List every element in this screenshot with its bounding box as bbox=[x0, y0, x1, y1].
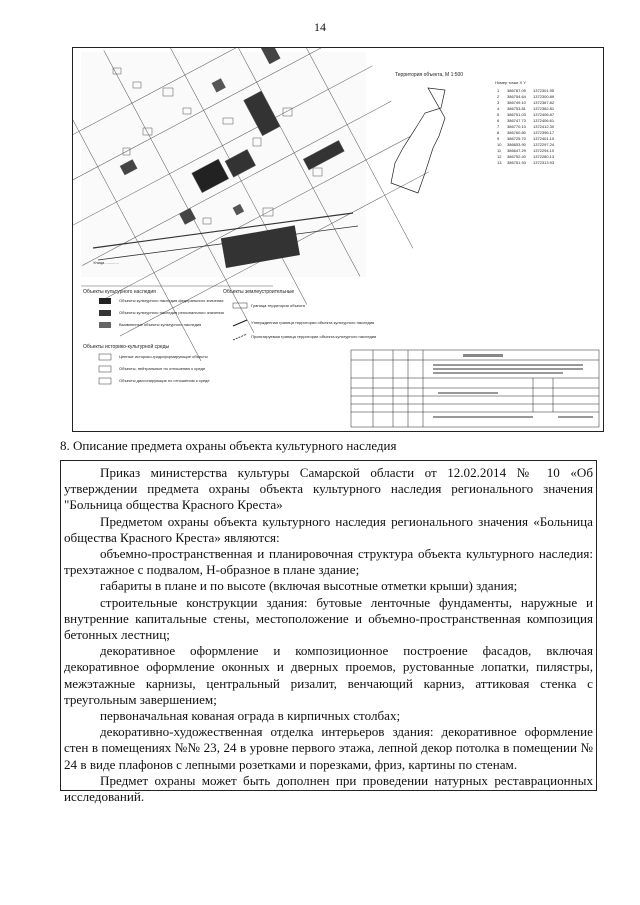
coord-number: 2 bbox=[497, 94, 500, 99]
site-plan-drawing bbox=[73, 48, 603, 431]
svg-text:Объекты, нейтральные по отноше: Объекты, нейтральные по отношению к среде bbox=[119, 366, 206, 371]
section-title: 8. Описание предмета охраны объекта культурного наследия bbox=[60, 438, 397, 453]
coord-x: 386749.10 bbox=[507, 100, 526, 105]
coord-x: 386747.73 bbox=[507, 118, 526, 123]
coord-number: 9 bbox=[497, 136, 500, 141]
coord-number: 4 bbox=[497, 106, 500, 111]
paragraph-supplement: Предмет охраны может быть дополнен при проведении натурных реставрационных исследований. bbox=[64, 772, 593, 805]
svg-text:Объекты культурного наследия ф: Объекты культурного наследия федерального значения bbox=[119, 298, 224, 303]
svg-text:Ценные историко-градоформирующ: Ценные историко-градоформирующие объекты bbox=[119, 354, 208, 359]
coord-x: 386753.81 bbox=[507, 106, 526, 111]
paragraph-subject-intro: Предметом охраны объекта культурного наследия регионального значения «Больница общества Красного Креста» являются: bbox=[64, 513, 593, 545]
coord-x: 386725.70 bbox=[507, 136, 526, 141]
map-figure bbox=[72, 47, 604, 432]
coord-x: 386751.03 bbox=[507, 112, 526, 117]
coordinates-table bbox=[495, 80, 555, 165]
svg-text:Утвержденная граница территори: Утвержденная граница территории объекта культурного наследия bbox=[251, 320, 375, 325]
coord-number: 13 bbox=[497, 160, 502, 165]
svg-text:Объекты культурного наследия р: Объекты культурного наследия регионального значения bbox=[119, 310, 224, 315]
svg-text:Объекты землеустроительные: Объекты землеустроительные bbox=[223, 289, 295, 295]
coord-y: 1372280.13 bbox=[533, 154, 555, 159]
coord-x: 386752.40 bbox=[507, 154, 526, 159]
coord-number: 12 bbox=[497, 154, 502, 159]
coord-x: 386760.80 bbox=[507, 130, 526, 135]
coord-number: 6 bbox=[497, 118, 500, 123]
coord-x: 386770.10 bbox=[507, 124, 526, 129]
coord-y: 1372362.81 bbox=[533, 106, 555, 111]
svg-text:Объекты культурного наследия: Объекты культурного наследия bbox=[83, 289, 156, 295]
coord-x: 386647.29 bbox=[507, 148, 526, 153]
coord-number: 7 bbox=[497, 124, 500, 129]
coord-y: 1372300.89 bbox=[533, 94, 555, 99]
page-number: 14 bbox=[314, 20, 326, 34]
coord-y: 1372367.82 bbox=[533, 100, 555, 105]
paragraph-interiors: декоративно-художественная отделка интерьеров здания: декоративное оформление стен в помещениях №№ 23, 24 в уровне первого этажа, лепной декор потолка в помещении № 24 в виде плафонов с лепными розетками и порезками, фриз, картины по стенам. bbox=[64, 724, 593, 772]
paragraph-facades: декоративное оформление и композиционное построение фасадов, включая декоративное оформление оконных и дверных проемов, рустованные лопатки, пилястры, межэтажные карнизы, центральный ризалит, венчающий карниз, аттиковая стенка с треугольным завершением; bbox=[64, 643, 593, 707]
coord-number: 1 bbox=[497, 88, 500, 93]
coord-y: 1372294.10 bbox=[533, 148, 555, 153]
svg-text:Проектируемая граница территор: Проектируемая граница территории объекта культурного наследия bbox=[251, 334, 377, 339]
coord-x: 386754.64 bbox=[507, 94, 526, 99]
svg-text:Объекты историко-культурной ср: Объекты историко-культурной среды bbox=[83, 344, 170, 350]
svg-text:Выявленные объекты культурного: Выявленные объекты культурного наследия bbox=[119, 322, 202, 327]
svg-text:Объекты диссонирующие по отнош: Объекты диссонирующие по отношению к среде bbox=[119, 378, 210, 383]
paragraph-order: Приказ министерства культуры Самарской области от 12.02.2014 № 10 «Об утверждении предмета охраны объекта культурного наследия регионального значения "Больница общества Красного Креста» bbox=[64, 465, 593, 513]
coord-x: 386653.90 bbox=[507, 142, 526, 147]
coord-y: 1372396.17 bbox=[533, 130, 555, 135]
coord-y: 1372301.95 bbox=[533, 88, 555, 93]
paragraph-dimensions: габариты в плане и по высоте (включая высотные отметки крыши) здания; bbox=[100, 578, 518, 594]
svg-text:Территория объекта, М 1:500: Территория объекта, М 1:500 bbox=[395, 72, 464, 78]
coord-number: 3 bbox=[497, 100, 500, 105]
coord-number: 8 bbox=[497, 130, 500, 135]
coord-y: 1372406.61 bbox=[533, 118, 555, 123]
coord-y: 1372401.10 bbox=[533, 136, 555, 141]
coord-y: 1372313.93 bbox=[533, 160, 555, 165]
protection-subject-text bbox=[60, 460, 597, 805]
coord-number: 11 bbox=[497, 148, 502, 153]
coord-y: 1372297.24 bbox=[533, 142, 555, 147]
legend-right bbox=[223, 289, 376, 340]
parcel-outline bbox=[391, 72, 463, 193]
title-block-stamp bbox=[351, 350, 599, 427]
coord-y: 1372406.87 bbox=[533, 112, 555, 117]
paragraph-constructions: строительные конструкции здания: бутовые ленточные фундаменты, наружные и внутренние капитальные стены, местоположение и объемно-пространственная композиция бетонных лестниц; bbox=[64, 594, 593, 643]
paragraph-structure: объемно-пространственная и планировочная структура объекта культурного наследия: трехэтажное с подвалом, Н-образное в плане здание; bbox=[64, 546, 593, 578]
svg-text:Граница территории объекта: Граница территории объекта bbox=[251, 303, 305, 308]
paragraph-fence: первоначальная кованая ограда в кирпичных столбах; bbox=[100, 708, 401, 724]
coord-number: 5 bbox=[497, 112, 500, 117]
coord-x: 386767.09 bbox=[507, 88, 526, 93]
coord-y: 1372412.30 bbox=[533, 124, 555, 129]
coord-number: 10 bbox=[497, 142, 502, 147]
coord-x: 386751.93 bbox=[507, 160, 526, 165]
svg-text:Номер точки X Y: Номер точки X Y bbox=[495, 80, 526, 85]
svg-text:Улица ............: Улица ............ bbox=[93, 260, 119, 265]
